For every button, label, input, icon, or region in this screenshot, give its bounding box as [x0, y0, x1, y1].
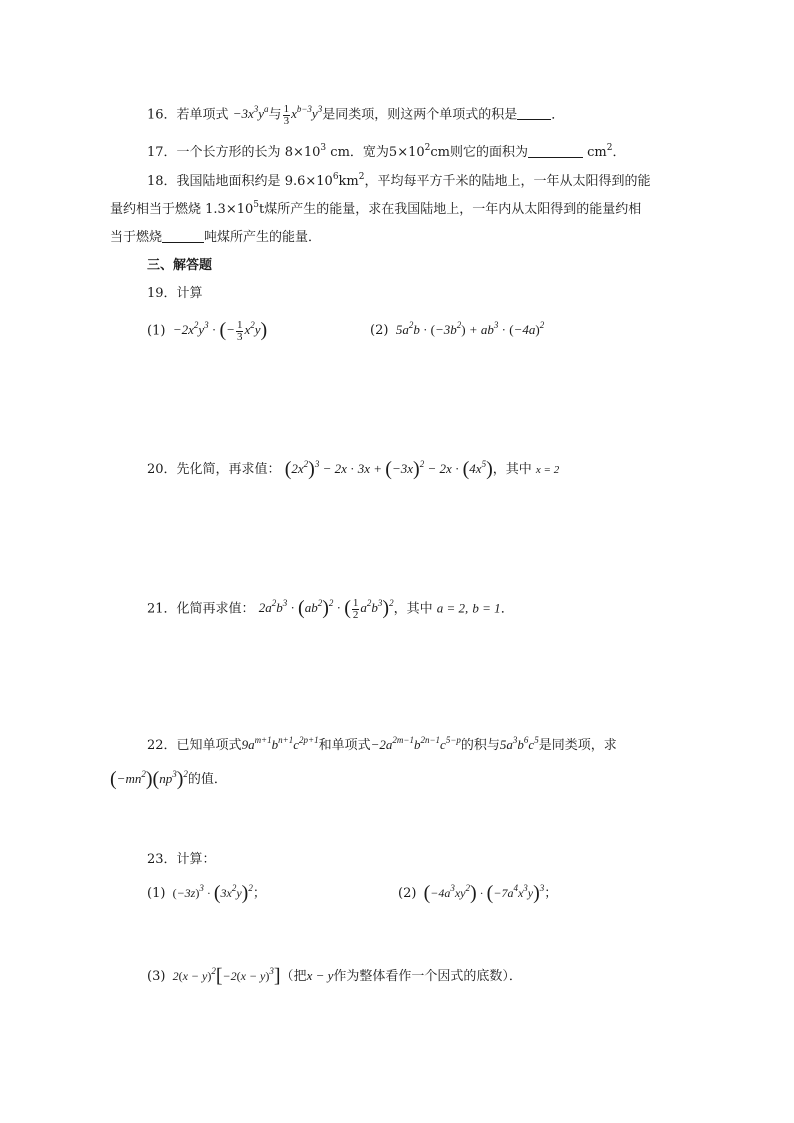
width-unit: cm	[430, 145, 450, 160]
length-unit: cm	[330, 145, 350, 160]
question-23-part-2	[398, 883, 557, 904]
question-text: ，平均每平方千米的陆地上，一年从太阳得到的能	[364, 174, 651, 189]
question-text: 计算：	[176, 852, 216, 867]
question-text: 的值．	[187, 772, 227, 787]
question-number: 18．	[147, 174, 177, 189]
question-20	[147, 459, 559, 480]
question-23-title	[147, 850, 216, 870]
question-number: 16．	[147, 107, 177, 123]
question-23-part-3	[147, 966, 522, 987]
question-text: 我国陆地面积约是	[176, 174, 281, 189]
connector-text: 与	[268, 107, 282, 123]
area-unit: $cm^2$	[587, 143, 613, 160]
question-text: 当于燃烧	[110, 230, 163, 245]
area-unit: $km^2$	[338, 172, 365, 189]
monomial-a: $9a^{m+1}b^{n+1}c^{2p+1}$	[241, 735, 319, 752]
expression: $5a^2b \cdot (-3b^2) + ab^3 \cdot (-4a)^2$	[392, 320, 545, 337]
question-19-title	[147, 284, 203, 304]
punctuation: ．	[612, 145, 626, 160]
length-value: $8\times 10^3$	[284, 143, 327, 160]
section-heading: 三、解答题	[147, 258, 213, 273]
question-text: 是同类项，则这两个单项式的积是	[322, 107, 518, 123]
variable-expression: x − y	[306, 968, 334, 983]
question-number: 23．	[147, 852, 177, 867]
question-22-line-1	[147, 735, 617, 756]
question-number: 17．	[147, 145, 177, 160]
expression: $2(x - y)^2[-2(x - y)^3]$	[169, 965, 281, 987]
question-text: ．宽为	[349, 145, 389, 160]
answer-blank[interactable]	[517, 107, 551, 120]
question-number: 22．	[147, 738, 177, 753]
condition-a: a = 2,	[436, 600, 469, 616]
question-text: 是同类项，求	[538, 738, 617, 753]
punctuation: ．	[551, 107, 565, 123]
expression: $(-3z)^3 \cdot (3x^2y)^2$	[172, 882, 253, 904]
condition-b: b = 1	[472, 600, 501, 616]
part-label: (2)	[398, 886, 417, 901]
question-text: 计算	[176, 286, 203, 301]
question-19-part-1	[147, 320, 267, 343]
part-label: (2)	[370, 323, 389, 338]
question-text: 则它的面积为	[449, 145, 528, 160]
coal-value: $1.3\times 10^5$	[205, 200, 259, 217]
question-text: 若单项式	[176, 107, 229, 123]
question-17	[147, 143, 626, 163]
monomial-b: $-2a^{2m-1}b^{2n-1}c^{5-p}$	[370, 735, 461, 752]
question-text: 已知单项式	[176, 738, 242, 753]
expression: $-2x^2y^3$ · (− $\frac{1}{3}$ $x^2y$)	[169, 319, 268, 343]
expression: $(-4a^3xy^2) \cdot (-7a^4x^3y)^3$	[423, 882, 545, 904]
question-text: ，其中	[492, 462, 532, 477]
question-text: 量约相当于燃烧	[110, 202, 202, 217]
punctuation: ；	[544, 886, 558, 901]
question-text: 先化简，再求值：	[176, 462, 281, 477]
punctuation: ．	[500, 601, 514, 617]
width-value: $5\times 10^2$	[388, 143, 431, 160]
question-text: 的积与	[460, 738, 500, 753]
question-21	[147, 598, 514, 621]
question-text: 一个长方形的长为	[176, 145, 281, 160]
part-label: (1)	[147, 323, 166, 339]
question-19-part-2	[370, 320, 544, 341]
expression: $(-mn^2)(np^3)^2$	[110, 768, 188, 790]
question-16	[147, 104, 564, 127]
question-text: ，其中	[393, 601, 433, 617]
question-18-line-1	[147, 172, 651, 192]
question-number: 19．	[147, 286, 177, 301]
question-text: 煤所产生的能量，求在我国陆地上，一年内从太阳得到的能量约相	[264, 202, 642, 217]
question-number: 20．	[147, 462, 177, 477]
part-label: (3)	[147, 969, 166, 984]
question-18-line-2	[110, 200, 641, 220]
answer-blank[interactable]	[528, 145, 583, 158]
question-text: 吨煤所产生的能量．	[204, 230, 322, 245]
expression: $2a^2b^3 \cdot (ab^2)^2$ · ( $\frac{1}{2}$ $a^2b^3)^2$	[258, 597, 394, 621]
area-value: $9.6\times 10^6$	[284, 172, 339, 189]
question-text: 化简再求值：	[176, 601, 255, 617]
punctuation: ；	[252, 886, 266, 901]
question-22-line-2	[110, 769, 227, 790]
expression: $(2x^2)^3 - 2x \cdot 3x + (-3x)^2 - 2x \cdot (4x^5)$	[284, 458, 493, 480]
monomial-a: $-3x^3y^a$	[232, 104, 269, 122]
coal-unit: t	[259, 202, 265, 217]
monomial-b: $\frac{1}{3}$ $x^{b-3}y^3$	[283, 103, 323, 127]
question-text: （把	[280, 969, 307, 984]
question-number: 21．	[147, 601, 177, 617]
answer-blank[interactable]	[162, 230, 204, 243]
monomial-c: $5a^3b^6c^5$	[499, 735, 539, 752]
question-text: 作为整体看作一个因式的底数）．	[333, 969, 522, 984]
question-23-part-1	[147, 883, 266, 904]
condition: x = 2	[535, 464, 560, 476]
question-text: 和单项式	[318, 738, 371, 753]
question-18-line-3	[110, 228, 321, 248]
part-label: (1)	[147, 886, 166, 901]
